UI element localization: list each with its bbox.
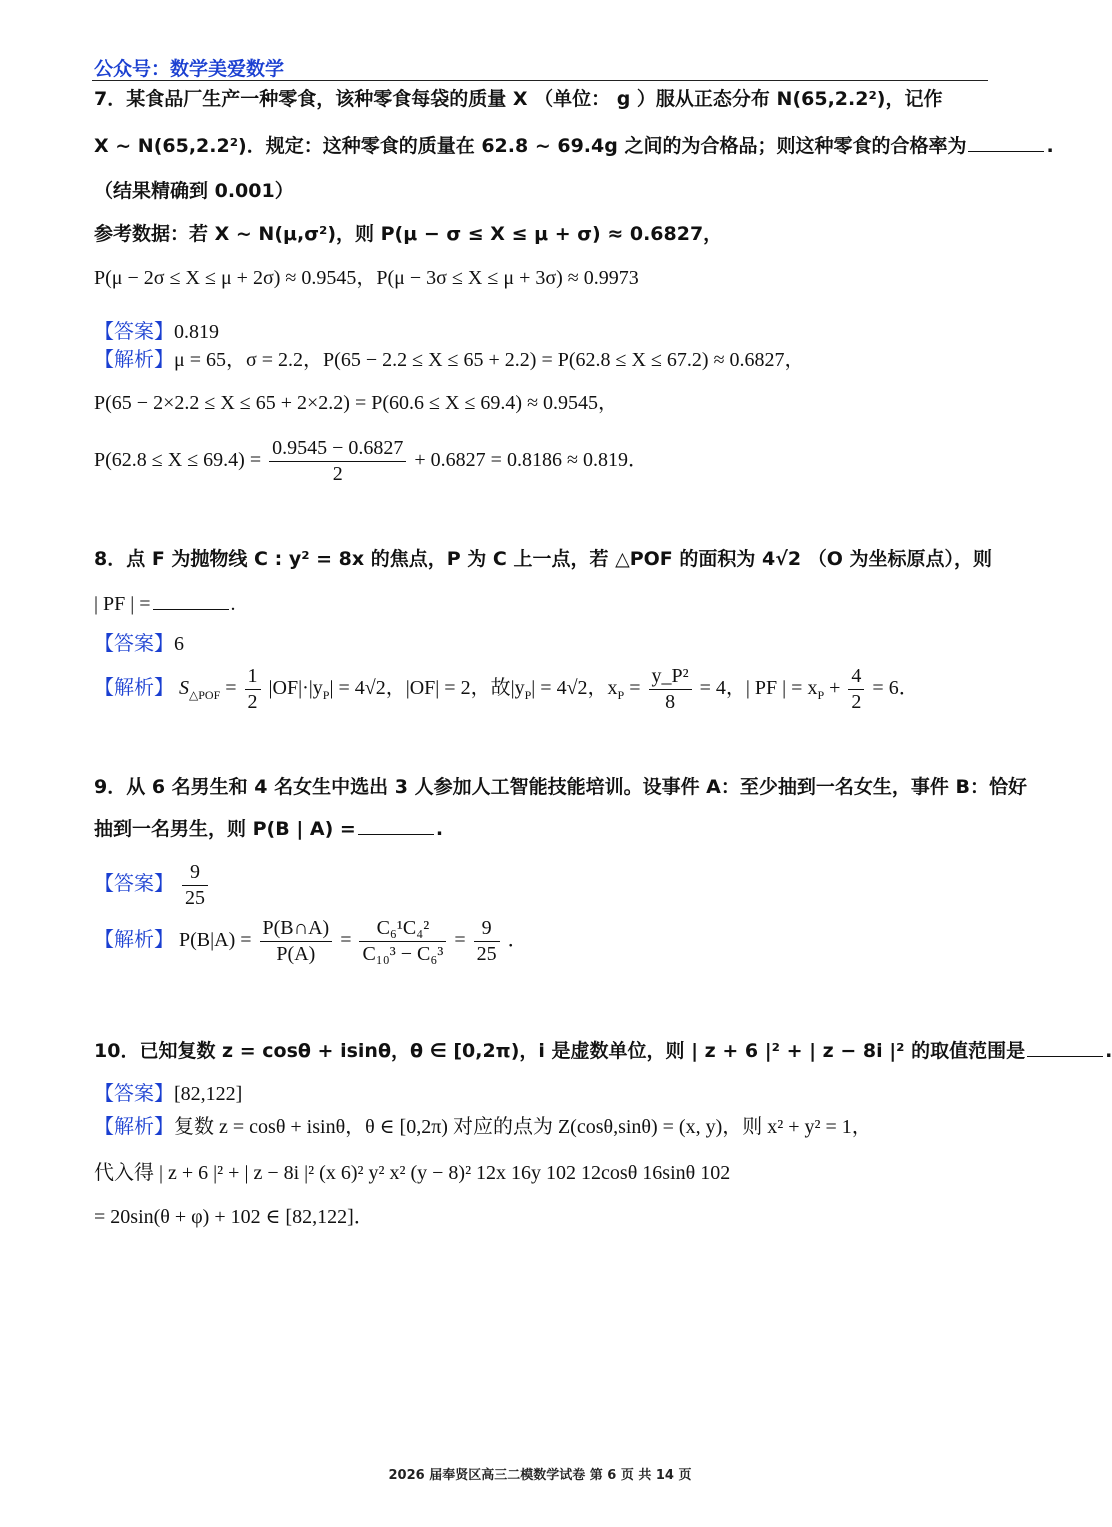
page-footer: 2026 届奉贤区高三二模数学试卷 第 6 页 共 14 页 [388,1468,692,1483]
q8-sol-part: = 6． [872,677,919,700]
q8-fraction-yp [649,664,692,715]
q10-answer [94,1083,242,1104]
fraction-denominator: C₁₀³ − C₆³ [362,943,444,965]
q7-precision-note: （结果精确到 0.001） [94,180,294,202]
q7-stem-line2: X ~ N(65,2.2²)．规定：这种零食的质量在 62.8 ~ 69.4g 之间的为合格品；则这种零食的合格率为 . [94,135,1054,157]
q7-solution-fraction [269,436,406,487]
fraction-numerator: 9 [182,860,208,886]
q8-sol-sub: P [617,688,625,703]
q7-reference-line1: 参考数据：若 X ~ N(μ,σ²)，则 P(μ − σ ≤ X ≤ μ + σ) ≈ 0.6827， [94,223,723,245]
q7-solution-line1 [94,349,805,370]
q9-answer-blank [358,820,434,835]
fraction-denominator: 25 [476,943,497,965]
q7-solution-line3 [94,436,648,487]
q10-solution-line2: 代入得 | z + 6 |² + | z − 8i |² (x 6)² y² x² (y − 8)² 12x 16y 102 12cosθ 16sinθ 102 [94,1162,731,1184]
solution-tag: 【解析】 [94,347,174,371]
q8-sol-sub: P [322,688,330,703]
q8-stem-line2: | PF | = . [94,593,236,615]
q7-solution-rhs: + 0.6827 = 0.8186 ≈ 0.819． [414,449,648,472]
q10-solution-line1 [94,1116,872,1137]
q9-stem-line1: 9．从 6 名男生和 4 名女生中选出 3 人参加人工智能技能培训。设事件 A：至少抽到一名女生，事件 B：恰好 [94,776,1027,798]
q10-solution-line3: = 20sin(θ + φ) + 102 ∈ [82,122]． [94,1206,374,1228]
q9-fraction-conditional [260,916,333,967]
q10-answer-blank [1027,1042,1103,1057]
q7-reference-line2: P(μ − 2σ ≤ X ≤ μ + 2σ) ≈ 0.9545，P(μ − 3σ ≤ X ≤ μ + 3σ) ≈ 0.9973 [94,267,639,289]
fraction-numerator: 9 [474,916,500,942]
q8-solution [94,664,919,715]
q8-sol-part: = 4，| PF | = x [699,677,818,700]
q10-solution-text1: 复数 z = cosθ + isinθ，θ ∈ [0,2π) 对应的点为 Z(cosθ,sinθ) = (x, y)，则 x² + y² = 1， [174,1116,872,1138]
fraction-numerator: 1 [245,664,261,690]
fraction-denominator: 2 [851,691,862,713]
q8-sol-part: |OF|·|y [268,677,323,700]
q9-solution [94,916,528,967]
q8-fraction-half [245,664,261,715]
q9-sol-eq: = [340,929,352,952]
answer-tag: 【答案】 [94,631,174,655]
fraction-denominator: 8 [665,691,676,713]
q9-answer-fraction [182,860,208,911]
q9-stem-line2: 抽到一名男生，则 P(B | A) = . [94,818,444,840]
q8-sol-part: S [179,677,189,700]
q8-sol-sub: △POF [189,688,221,703]
fraction-numerator: 0.9545 − 0.6827 [269,436,406,462]
q7-stem-line2-text: X ~ N(65,2.2²)．规定：这种零食的质量在 62.8 ~ 69.4g 之间的为合格品；则这种零食的合格率为 [94,135,967,157]
q10-stem: 10．已知复数 z = cosθ + isinθ，θ ∈ [0,2π)，i 是虚数单位，则 | z + 6 |² + | z − 8i |² 的取值范围是 . [94,1040,1112,1062]
q8-sol-sub: P [817,688,825,703]
q10-stem-text: 10．已知复数 z = cosθ + isinθ，θ ∈ [0,2π)，i 是虚数单位，则 | z + 6 |² + | z − 8i |² 的取值范围是 [94,1040,1026,1062]
q7-answer-value: 0.819 [174,321,219,343]
q9-sol-lhs: P(B|A) = [179,929,252,952]
q9-stem-line2-text: 抽到一名男生，则 P(B | A) = [94,818,356,840]
answer-tag: 【答案】 [94,319,174,343]
fraction-numerator: 4 [848,664,864,690]
q9-answer [94,860,211,911]
q10-answer-value: [82,122] [174,1083,243,1105]
solution-tag: 【解析】 [94,927,174,952]
q8-stem-line2-text: | PF | = [94,593,151,615]
header-source: 公众号：数学美爱数学 [94,58,285,80]
q8-sol-sub: P [524,688,532,703]
q9-fraction-combinations [359,916,446,967]
q8-answer-blank [153,595,229,610]
solution-tag: 【解析】 [94,675,174,700]
q7-solution-lhs: P(62.8 ≤ X ≤ 69.4) = [94,449,262,472]
q9-sol-end: ． [507,929,528,952]
q8-sol-part: | = 4√2，|OF| = 2，故|y [329,677,525,700]
q7-answer [94,321,219,342]
fraction-denominator: 2 [332,463,343,485]
q8-sol-part: | = 4√2，x [531,677,618,700]
answer-tag: 【答案】 [94,1081,174,1105]
q7-solution-line2: P(65 − 2×2.2 ≤ X ≤ 65 + 2×2.2) = P(60.6 ≤ X ≤ 69.4) ≈ 0.9545， [94,392,619,414]
answer-tag: 【答案】 [94,871,174,896]
q8-stem-line1: 8．点 F 为抛物线 C : y² = 8x 的焦点，P 为 C 上一点，若 △POF 的面积为 4√2 （O 为坐标原点），则 [94,548,992,570]
fraction-denominator: 25 [185,887,205,909]
fraction-denominator: 2 [247,691,258,713]
q8-fraction-four-halves [848,664,864,715]
header-divider [92,80,988,81]
q8-sol-part: = [220,677,242,700]
fraction-denominator: P(A) [276,943,316,965]
fraction-numerator: C₆¹C₄² [359,916,446,942]
q8-answer [94,633,184,654]
q8-answer-value: 6 [174,633,184,655]
q8-sol-part: + [824,677,846,700]
q9-sol-eq: = [454,929,466,952]
fraction-numerator: y_P² [649,664,692,690]
fraction-numerator: P(B∩A) [260,916,333,942]
q9-fraction-result [474,916,500,967]
q7-solution-text1: μ = 65，σ = 2.2，P(65 − 2.2 ≤ X ≤ 65 + 2.2) = P(62.8 ≤ X ≤ 67.2) ≈ 0.6827， [174,349,805,371]
solution-tag: 【解析】 [94,1114,174,1138]
q8-sol-part: = [624,677,646,700]
q7-answer-blank [968,137,1044,152]
q7-stem-line1: 7．某食品厂生产一种零食，该种零食每袋的质量 X （单位： g ）服从正态分布 N(65,2.2²)，记作 [94,88,943,110]
